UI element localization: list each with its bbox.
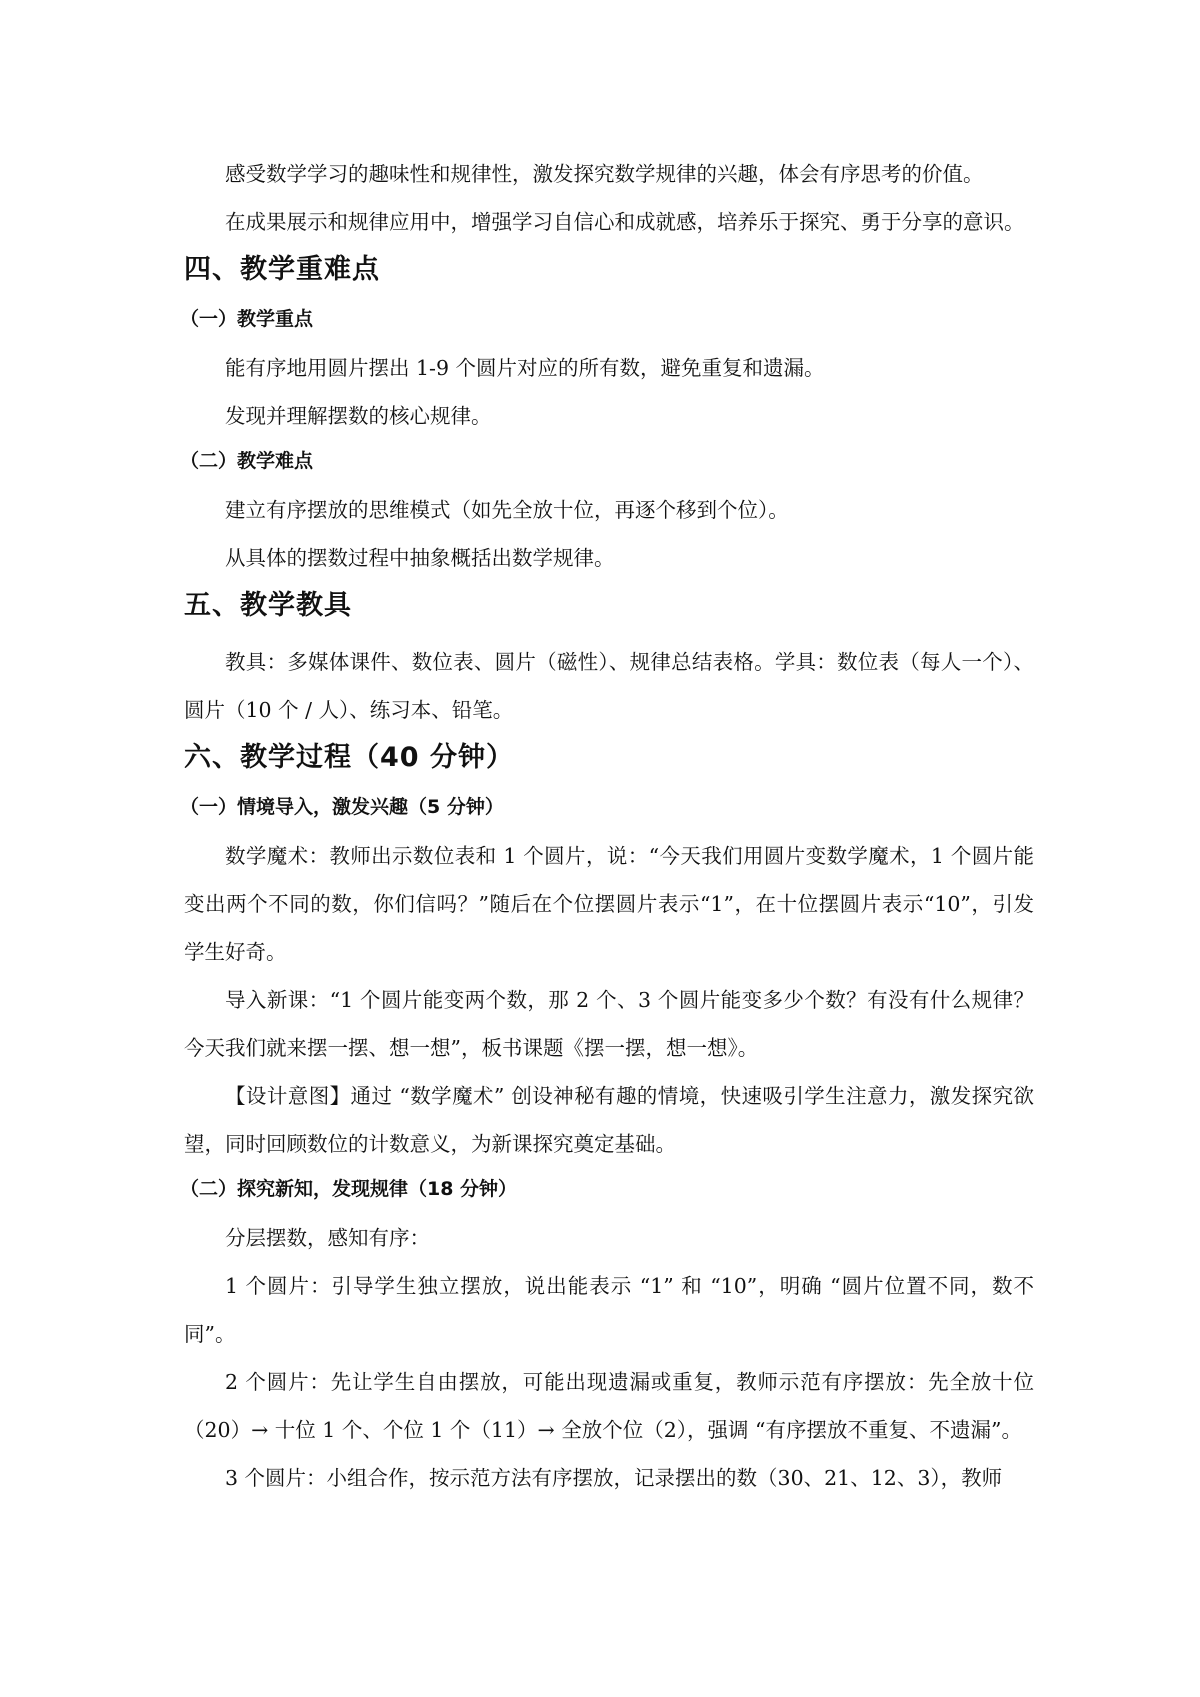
- subsection-heading: （一）情境导入，激发兴趣（5 分钟）: [180, 796, 504, 818]
- paragraph: 建立有序摆放的思维模式（如先全放十位，再逐个移到个位）。: [225, 498, 789, 522]
- subsection-heading: （二）探究新知，发现规律（18 分钟）: [180, 1178, 518, 1200]
- paragraph: 从具体的摆数过程中抽象概括出数学规律。: [225, 546, 615, 570]
- section-heading: 四、教学重难点: [184, 254, 380, 285]
- section-heading: 六、教学过程（40 分钟）: [184, 742, 514, 773]
- paragraph: 【设计意图】通过 “数学魔术” 创设神秘有趣的情境，快速吸引学生注意力，激发探究欲望，同时回顾数位的计数意义，为新课探究奠定基础。: [184, 1084, 1034, 1156]
- page-content: [180, 150, 1034, 1502]
- paragraph: 数学魔术：教师出示数位表和 1 个圆片，说：“今天我们用圆片变数学魔术，1 个圆片能变出两个不同的数，你们信吗？”随后在个位摆圆片表示“1”，在十位摆圆片表示“10”，引发学生好奇。: [184, 844, 1034, 964]
- paragraph: 教具：多媒体课件、数位表、圆片（磁性）、规律总结表格。学具：数位表（每人一个）、圆片（10 个 / 人）、练习本、铅笔。: [184, 650, 1034, 722]
- paragraph: 分层摆数，感知有序：: [225, 1226, 430, 1250]
- paragraph: 感受数学学习的趣味性和规律性，激发探究数学规律的兴趣，体会有序思考的价值。: [225, 162, 984, 186]
- paragraph: 在成果展示和规律应用中，增强学习自信心和成就感，培养乐于探究、勇于分享的意识。: [225, 210, 1025, 234]
- paragraph: 导入新课：“1 个圆片能变两个数，那 2 个、3 个圆片能变多少个数？有没有什么规律？今天我们就来摆一摆、想一想”，板书课题《摆一摆，想一想》。: [184, 988, 1034, 1060]
- paragraph: 2 个圆片：先让学生自由摆放，可能出现遗漏或重复，教师示范有序摆放：先全放十位（20）→ 十位 1 个、个位 1 个（11）→ 全放个位（2），强调 “有序摆放不重复、不遗漏”。: [184, 1370, 1034, 1442]
- paragraph: 3 个圆片：小组合作，按示范方法有序摆放，记录摆出的数（30、21、12、3），教师: [225, 1466, 1003, 1490]
- section-heading: 五、教学教具: [184, 590, 352, 621]
- paragraph: 1 个圆片：引导学生独立摆放，说出能表示 “1” 和 “10”，明确 “圆片位置不同，数不同”。: [184, 1274, 1034, 1346]
- paragraph: 能有序地用圆片摆出 1-9 个圆片对应的所有数，避免重复和遗漏。: [225, 356, 825, 380]
- subsection-heading: （一）教学重点: [180, 308, 314, 330]
- paragraph: 发现并理解摆数的核心规律。: [225, 404, 492, 428]
- subsection-heading: （二）教学难点: [180, 450, 314, 472]
